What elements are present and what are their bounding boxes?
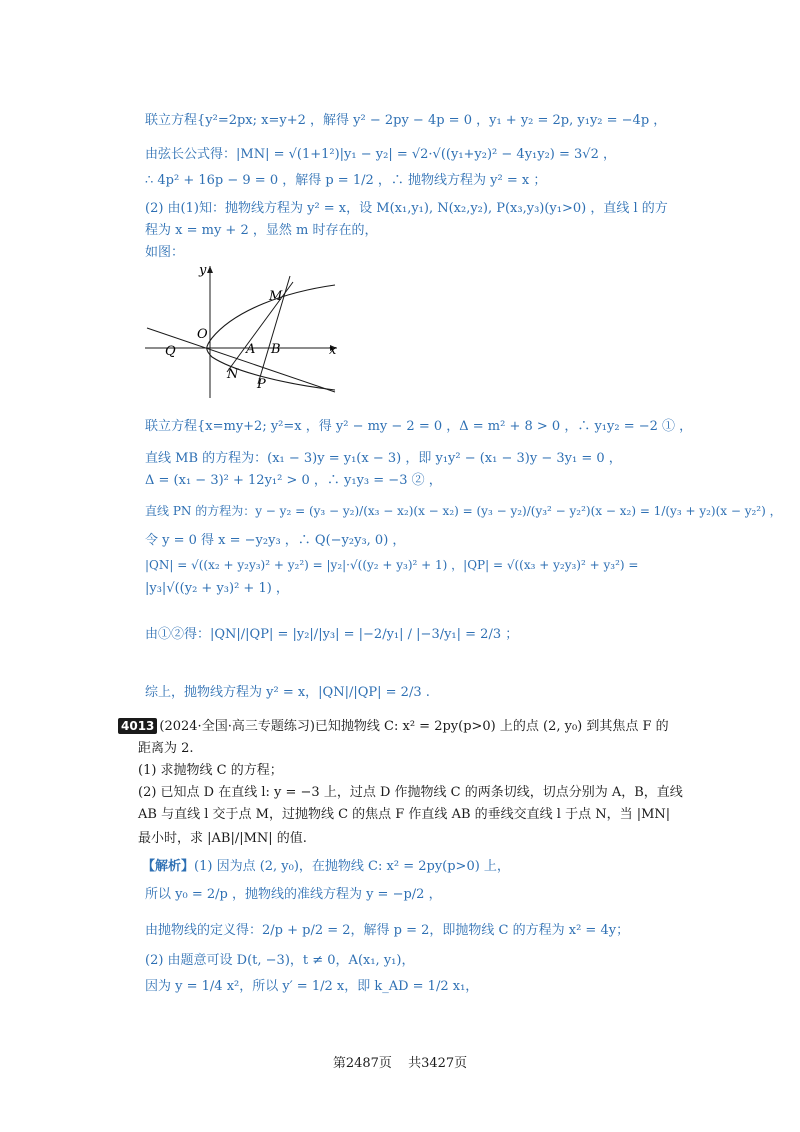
equation-line: 直线 MB 的方程为：(x₁ − 3)y = y₁(x − 3) ，即 y₁y² − (x₁ − 3)y − 3y₁ = 0 ， [145,451,622,466]
point-n-label: N [227,367,239,382]
equation-line: 直线 PN 的方程为：y − y₂ = (y₃ − y₂)/(x₃ − x₂)(x − x₂) = (y₃ − y₂)/(y₃² − y₂²)(x − x₂) = 1/(y₃ + y₂)(x − y₂²) ， [145,504,782,518]
equation-line: 令 y = 0 得 x = −y₂y₃ ，∴ Q(−y₂y₃, 0) ， [145,533,406,548]
equation-line: 综上，抛物线方程为 y² = x，|QN|/|QP| = 2/3 . [145,685,430,700]
point-p-label: P [257,377,266,392]
equation-line: ∴ 4p² + 16p − 9 = 0 ，解得 p = 1/2 ，∴ 抛物线方程为 y² = x ； [145,173,547,188]
problem-line [118,718,669,736]
problem-line: 最小时，求 |AB|/|MN| 的值. [138,831,307,846]
problem-line: 距离为 2. [138,741,194,756]
equation-line: 由弦长公式得：|MN| = √(1+1²)|y₁ − y₂| = √2·√((y₁+y₂)² − 4y₁y₂) = 3√2 ， [145,147,616,162]
analysis-text: (1) 因为点 (2, y₀)，在抛物线 C: x² = 2py(p>0) 上， [194,859,510,874]
total-pages: 共3427页 [408,1056,468,1071]
page-number: 第2487页 [332,1056,392,1071]
problem-stem: (2024·全国·高三专题练习)已知抛物线 C: x² = 2py(p>0) 上的点 (2, y₀) 到其焦点 F 的 [159,719,669,734]
analysis-line [142,858,510,876]
page-footer [0,1052,800,1071]
problem-line: (1) 求抛物线 C 的方程； [138,763,283,778]
equation-line: 联立方程{y²=2px; x=y+2 ，解得 y² − 2py − 4p = 0 ，y₁ + y₂ = 2p, y₁y₂ = −4p ， [145,113,667,128]
equation-line: (2) 由(1)知：抛物线方程为 y² = x，设 M(x₁,y₁), N(x₂,y₂), P(x₃,y₃)(y₁>0) ，直线 l 的方 [145,201,668,216]
equation-line: Δ = (x₁ − 3)² + 12y₁² > 0 ，∴ y₁y₃ = −3 ② ， [145,473,442,488]
analysis-line: 所以 y₀ = 2/p ，抛物线的准线方程为 y = −p/2 ， [145,887,442,902]
problem-line: (2) 已知点 D 在直线 l: y = −3 上，过点 D 作抛物线 C 的两条切线，切点分别为 A，B，直线 [138,785,683,800]
point-b-label: B [271,342,281,357]
y-axis-arrow [207,266,213,273]
point-m-label: M [269,289,283,304]
equation-line: |y₃|√((y₂ + y₃)² + 1) ， [145,581,289,596]
equation-line: 联立方程{x=my+2; y²=x ，得 y² − my − 2 = 0 ，Δ = m² + 8 > 0 ，∴ y₁y₂ = −2 ① ， [145,419,693,434]
analysis-line: 因为 y = 1/4 x²，所以 y′ = 1/2 x，即 k_AD = 1/2 x₁， [145,979,479,994]
x-axis-label: x [329,343,337,358]
analysis-tag: 【解析】 [142,859,195,874]
analysis-line: 由抛物线的定义得：2/p + p/2 = 2，解得 p = 2，即抛物线 C 的方程为 x² = 4y； [145,923,630,938]
origin-label: O [197,327,208,342]
equation-line: |QN| = √((x₂ + y₂y₃)² + y₂²) = |y₂|·√((y₂ + y₃)² + 1) ，|QP| = √((x₃ + y₂y₃)² + y₃²) = [145,558,639,572]
point-a-label: A [246,342,256,357]
y-axis-label: y [199,263,207,278]
line-mn [227,282,293,372]
equation-line: 如图： [145,245,185,260]
equation-line: 由①②得：|QN|/|QP| = |y₂|/|y₃| = |−2/y₁| / |−3/y₁| = 2/3 ； [145,627,519,642]
equation-line: 程为 x = my + 2 ，显然 m 时存在的， [145,223,378,238]
line-qn [147,328,335,392]
analysis-line: (2) 由题意可设 D(t, −3)，t ≠ 0，A(x₁, y₁)， [145,953,415,968]
problem-number-badge: 4013 [118,718,157,734]
point-q-label: Q [165,344,176,359]
parabola-figure [145,260,345,400]
problem-line: AB 与直线 l 交于点 M，过抛物线 C 的焦点 F 作直线 AB 的垂线交直线 l 于点 N，当 |MN| [138,807,671,822]
